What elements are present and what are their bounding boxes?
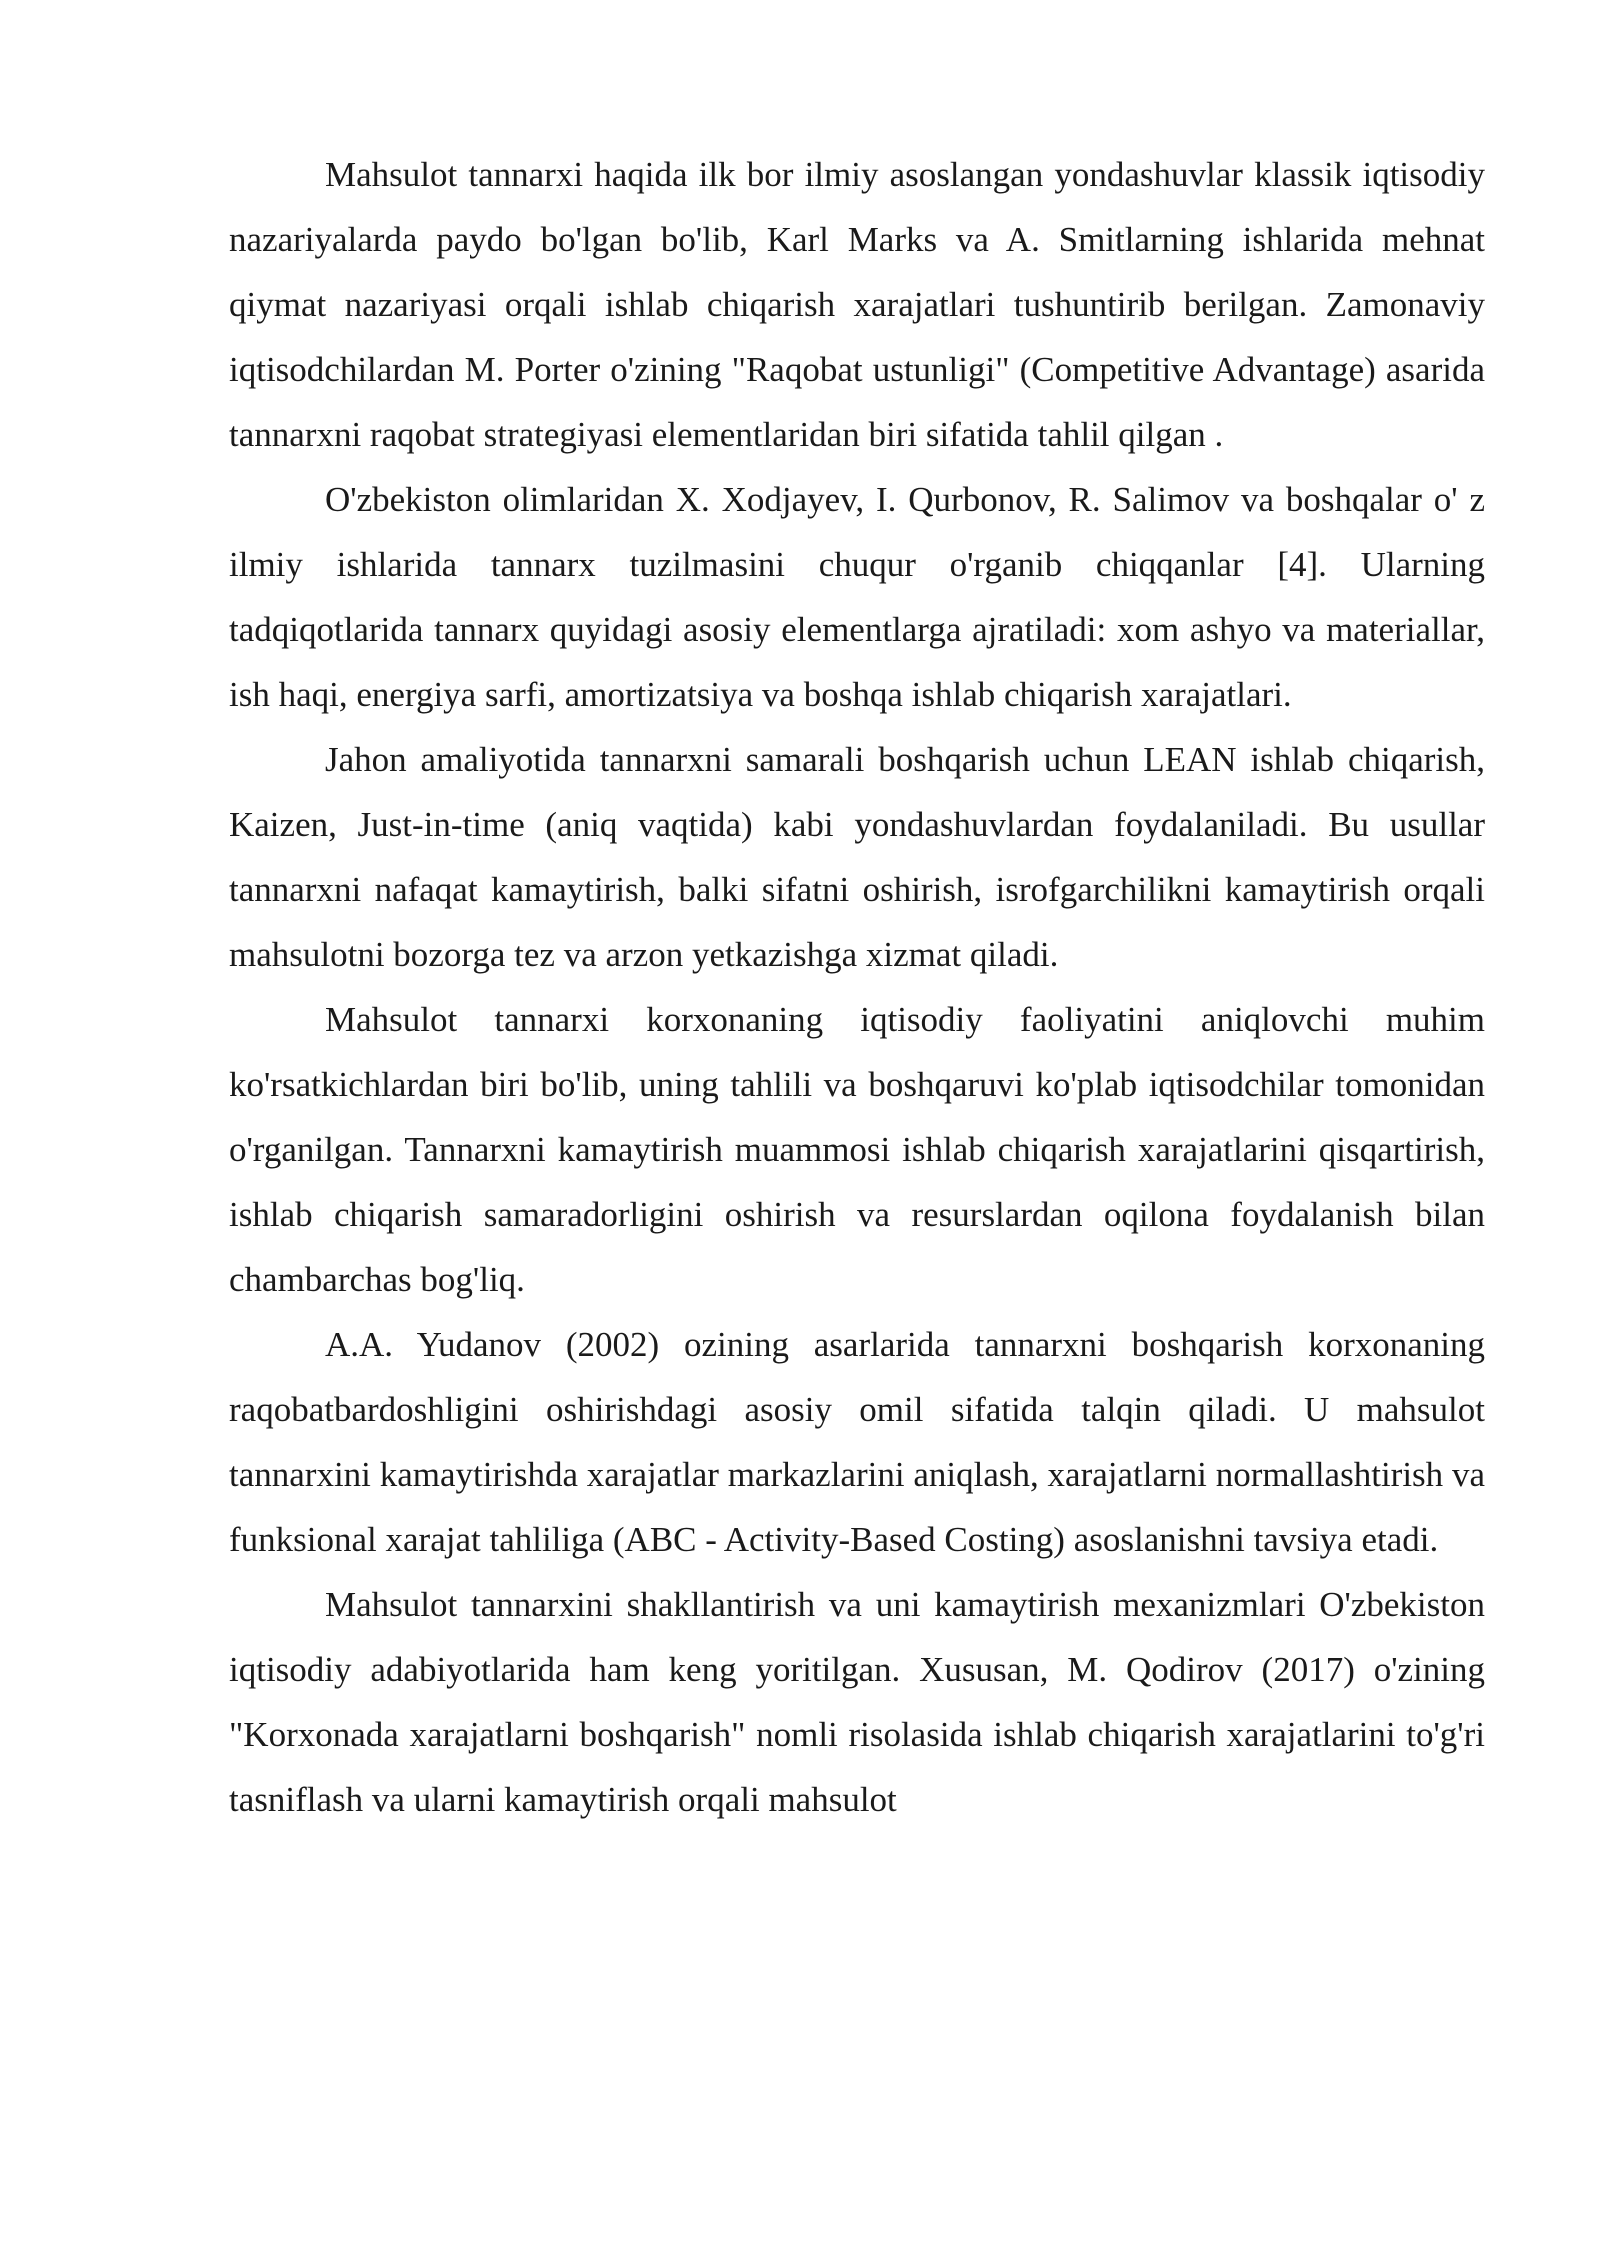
paragraph-qodirov: Mahsulot tannarxini shakllantirish va uni kamaytirish mexanizmlari O'zbekiston iqtisodiy adabiyotlarida ham keng yoritilgan. Xususan, M. Qodirov (2017) o'zining "Korxonada xarajatlarni boshqarish" nomli risolasida ishlab chiqarish xarajatlarini to'g'ri tasniflash va ularni kamaytirish orqali mahsulot xyxy=(229,1585,1485,1819)
paragraph-yudanov: A.A. Yudanov (2002) ozining asarlarida tannarxni boshqarish korxonaning raqobatbardoshligini oshirishdagi asosiy omil sifatida talqin qiladi. U mahsulot tannarxini kamaytirishda xarajatlar markazlarini aniqlash, xarajatlarni normallashtirish va funksional xarajat tahliliga (ABC - Activity-Based Costing) asoslanishni tavsiya etadi. xyxy=(229,1325,1485,1559)
paragraph-cost-indicator: Mahsulot tannarxi korxonaning iqtisodiy faoliyatini aniqlovchi muhim ko'rsatkichlardan biri bo'lib, uning tahlili va boshqaruvi ko'plab iqtisodchilar tomonidan o'rganilgan. Tannarxni kamaytirish muammosi ishlab chiqarish xarajatlarini qisqartirish, ishlab chiqarish samaradorligini oshirish va resurslardan oqilona foydalanish bilan chambarchas bog'liq. xyxy=(229,1000,1485,1299)
paragraph-world-practice: Jahon amaliyotida tannarxni samarali boshqarish uchun LEAN ishlab chiqarish, Kaizen, Just-in-time (aniq vaqtida) kabi yondashuvlardan foydalaniladi. Bu usullar tannarxni nafaqat kamaytirish, balki sifatni oshirish, isrofgarchilikni kamaytirish orqali mahsulotni bozorga tez va arzon yetkazishga xizmat qiladi. xyxy=(229,740,1485,974)
paragraph-classical-theories: Mahsulot tannarxi haqida ilk bor ilmiy asoslangan yondashuvlar klassik iqtisodiy nazariyalarda paydo bo'lgan bo'lib, Karl Marks va A. Smitlarning ishlarida mehnat qiymat nazariyasi orqali ishlab chiqarish xarajatlari tushuntirib berilgan. Zamonaviy iqtisodchilardan M. Porter o'zining "Raqobat ustunligi" (Competitive Advantage) asarida tannarxni raqobat strategiyasi elementlaridan biri sifatida tahlil qilgan . xyxy=(229,155,1485,454)
document-body xyxy=(229,142,1485,1832)
paragraph-uzbek-scholars: O'zbekiston olimlaridan X. Xodjayev, I. Qurbonov, R. Salimov va boshqalar o' z ilmiy ishlarida tannarx tuzilmasini chuqur o'rganib chiqqanlar [4]. Ularning tadqiqotlarida tannarx quyidagi asosiy elementlarga ajratiladi: xom ashyo va materiallar, ish haqi, energiya sarfi, amortizatsiya va boshqa ishlab chiqarish xarajatlari. xyxy=(229,480,1485,714)
